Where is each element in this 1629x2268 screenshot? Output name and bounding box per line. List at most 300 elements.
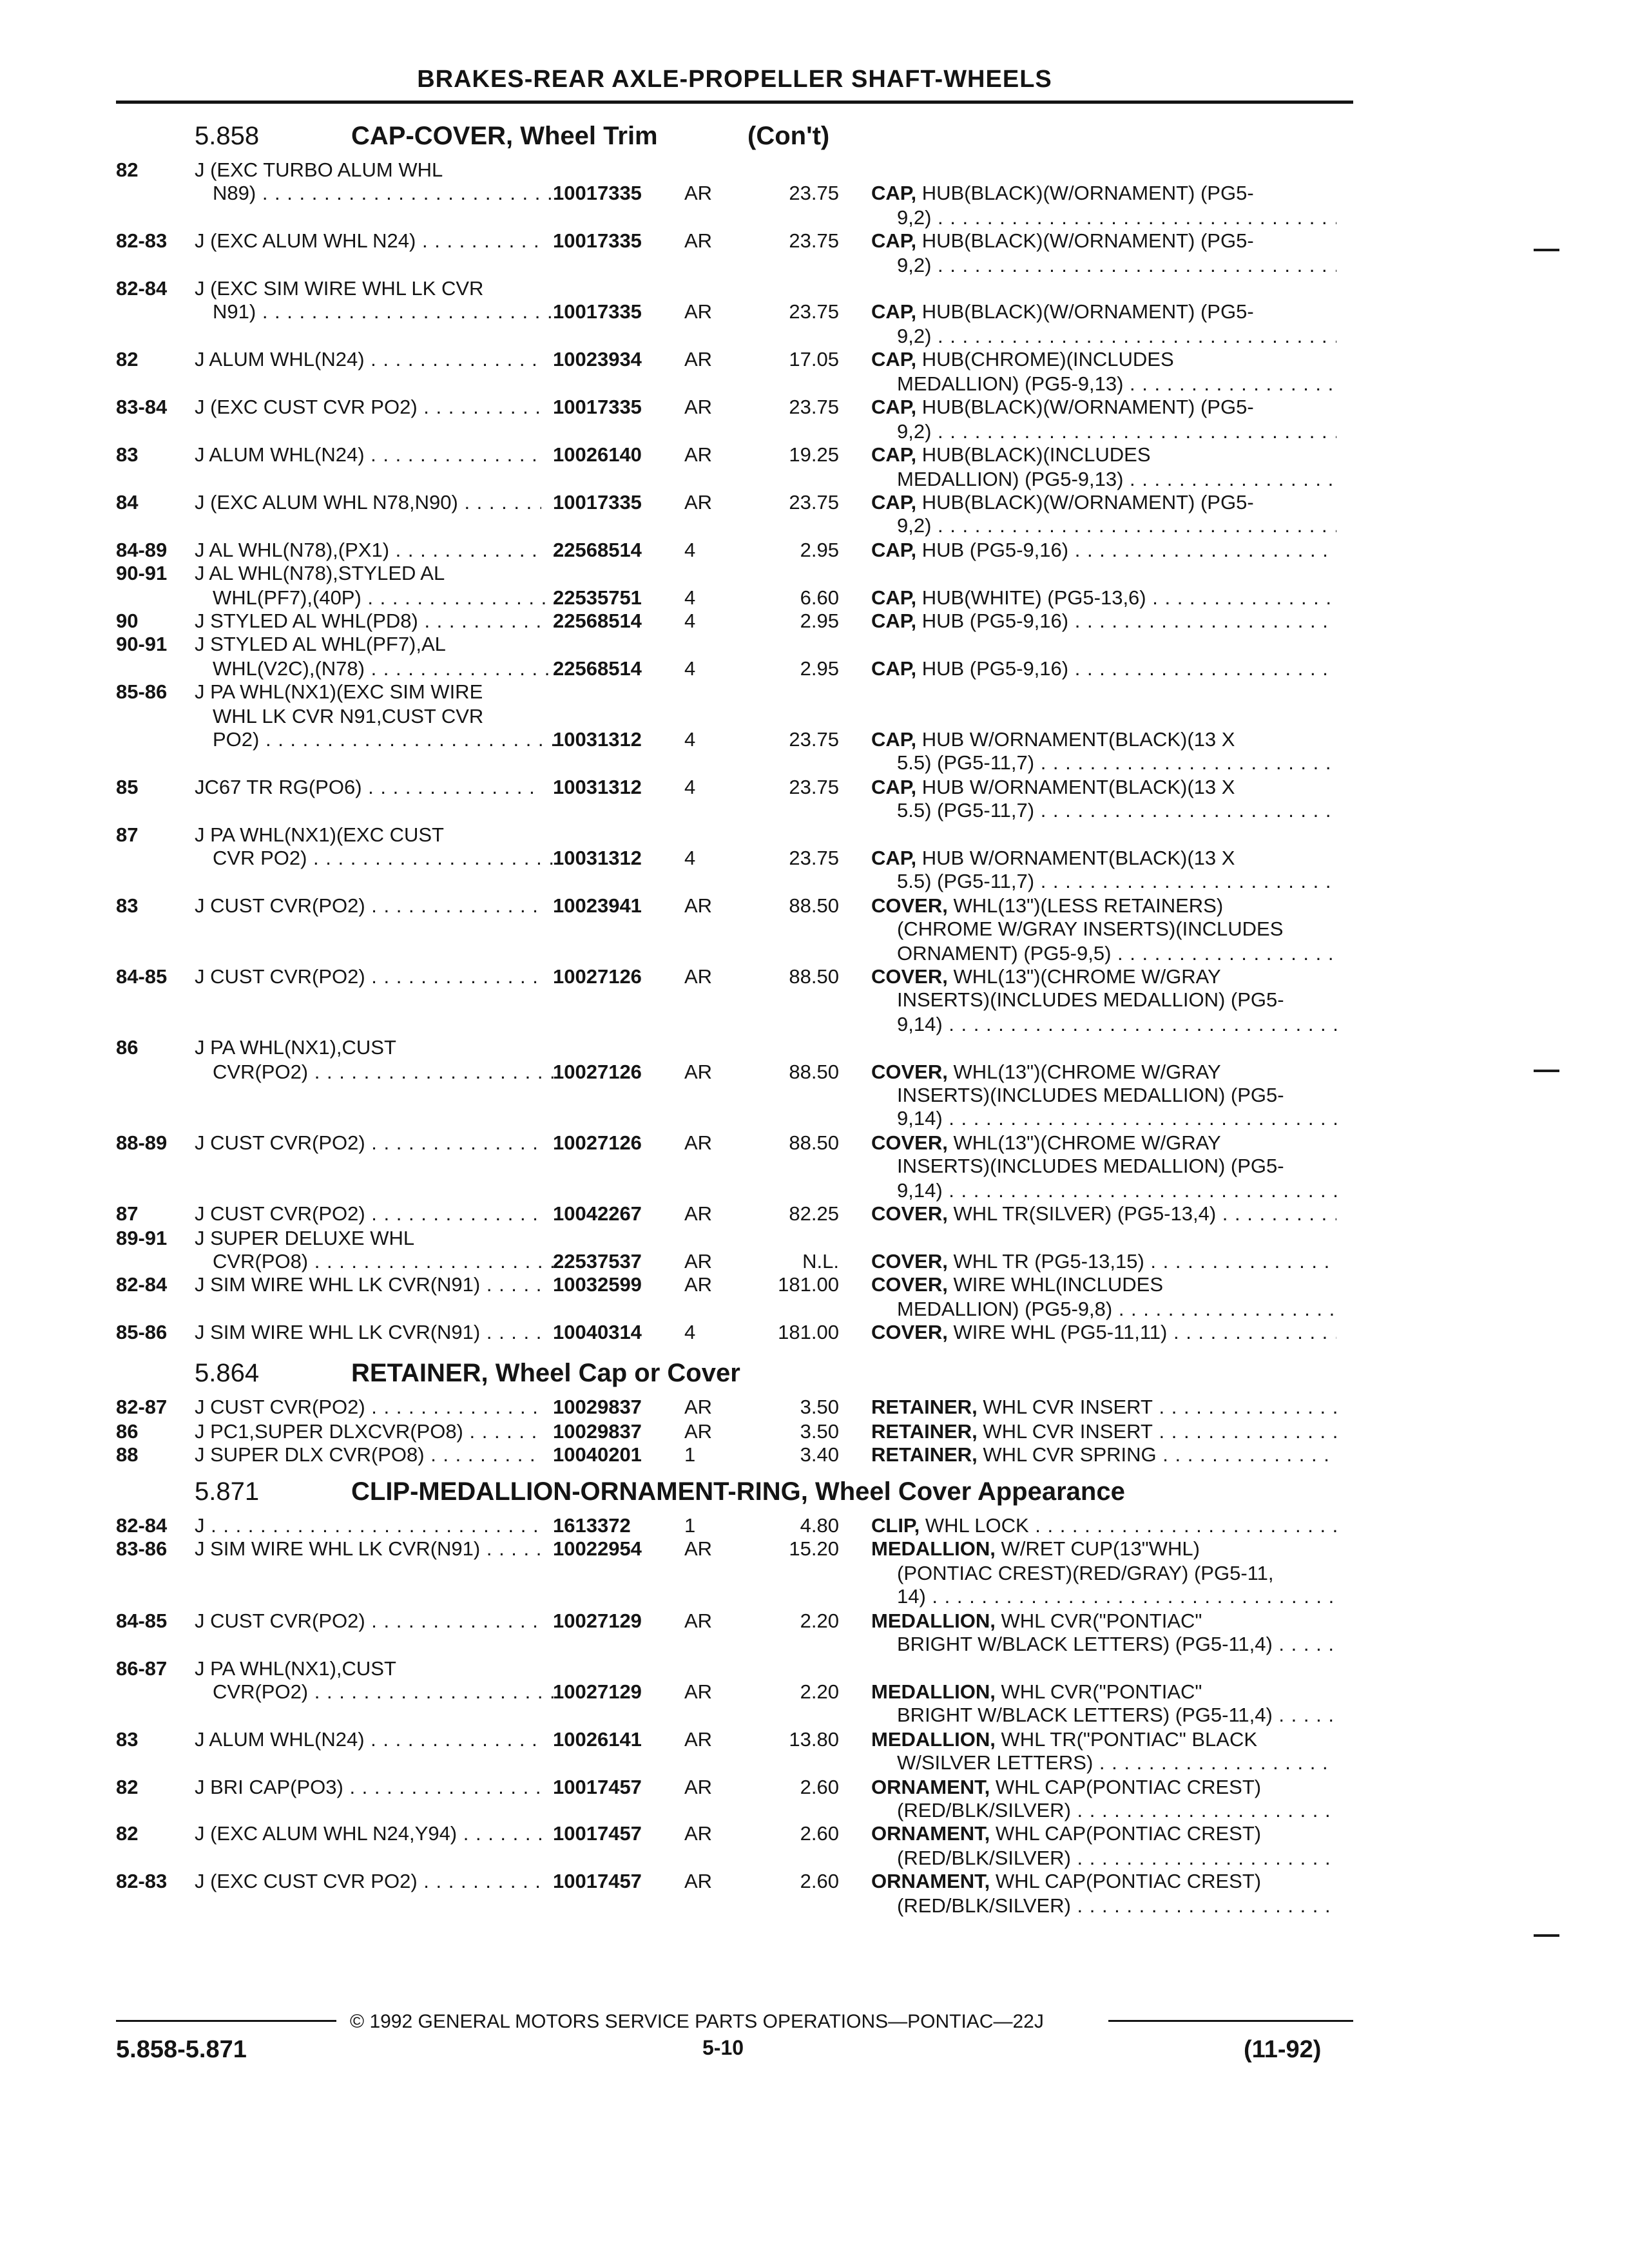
header-rule — [116, 101, 1353, 104]
price: 88.50 — [789, 965, 839, 988]
usage-text: J (EXC ALUM WHL N24,Y94) — [195, 1822, 458, 1845]
part-name-noun: ORNAMENT, — [871, 1822, 990, 1845]
model-year: 90-91 — [116, 633, 168, 655]
table-row — [0, 1131, 1629, 1155]
usage-description — [195, 633, 541, 656]
table-row — [0, 918, 1629, 941]
part-name-detail: WHL CAP(PONTIAC CREST) — [995, 1870, 1262, 1892]
quantity: AR — [684, 1420, 713, 1443]
part-name — [871, 1776, 1336, 1799]
usage-text: J (EXC SIM WIRE WHL LK CVR — [195, 277, 484, 300]
part-name — [897, 1179, 1336, 1202]
part-name-detail: WHL(13")(CHROME W/GRAY — [953, 1061, 1221, 1083]
quantity: AR — [684, 443, 713, 466]
usage-description — [195, 1227, 541, 1250]
table-row — [0, 1870, 1629, 1893]
part-name-detail: 9,2) — [897, 514, 932, 537]
quantity: 1 — [684, 1443, 696, 1466]
table-row — [0, 1776, 1629, 1799]
part-name-noun: CAP, — [871, 396, 917, 418]
table-row — [0, 847, 1629, 870]
usage-text: J (EXC ALUM WHL N24) — [195, 229, 416, 252]
table-row — [0, 1396, 1629, 1419]
table-row — [0, 277, 1629, 300]
price: 3.50 — [800, 1420, 839, 1443]
usage-text: J ALUM WHL(N24) — [195, 443, 365, 466]
part-number: 10017335 — [553, 300, 642, 323]
table-row — [0, 206, 1629, 229]
price: 23.75 — [789, 229, 839, 252]
usage-description — [195, 1396, 541, 1419]
usage-text: J SIM WIRE WHL LK CVR(N91) — [195, 1537, 481, 1560]
usage-text: J CUST CVR(PO2) — [195, 965, 365, 988]
model-year: 82-83 — [116, 229, 168, 252]
page-header-title: BRAKES-REAR AXLE-PROPELLER SHAFT-WHEELS — [417, 66, 1052, 93]
quantity: AR — [684, 1202, 713, 1225]
part-number: 1613372 — [553, 1514, 631, 1537]
part-name — [897, 1298, 1336, 1321]
part-name — [897, 1751, 1336, 1774]
table-row — [0, 1585, 1629, 1608]
quantity: AR — [684, 1680, 713, 1703]
usage-description — [213, 847, 559, 870]
part-name-detail: (CHROME W/GRAY INSERTS)(INCLUDES — [897, 918, 1284, 940]
part-name — [871, 610, 1336, 633]
part-name-detail: (RED/BLK/SILVER) — [897, 1799, 1071, 1821]
part-number: 10017335 — [553, 491, 642, 514]
part-name — [871, 1202, 1336, 1225]
model-year: 88-89 — [116, 1131, 168, 1154]
quantity: 4 — [684, 776, 696, 798]
usage-text: CVR(PO8) — [213, 1250, 309, 1273]
usage-text: WHL(V2C),(N78) — [213, 657, 365, 680]
part-name-noun: COVER, — [871, 1250, 948, 1273]
usage-description — [213, 300, 559, 323]
part-name — [871, 1822, 1336, 1845]
model-year: 83-84 — [116, 396, 168, 418]
part-name — [871, 539, 1336, 562]
part-name-noun: COVER, — [871, 965, 948, 988]
table-row — [0, 1680, 1629, 1704]
part-name — [897, 942, 1336, 965]
table-row — [0, 776, 1629, 799]
part-name — [871, 1680, 1336, 1704]
part-name-detail: 9,14) — [897, 1107, 943, 1129]
usage-description — [195, 443, 541, 466]
model-year: 87 — [116, 823, 139, 846]
part-name-detail: HUB (PG5-9,16) — [921, 610, 1069, 632]
quantity: AR — [684, 894, 713, 917]
table-row — [0, 680, 1629, 704]
part-number: 10017335 — [553, 229, 642, 252]
price: N.L. — [802, 1250, 839, 1273]
table-row — [0, 1298, 1629, 1321]
model-year: 87 — [116, 1202, 139, 1225]
part-name-detail: WHL CAP(PONTIAC CREST) — [995, 1822, 1262, 1845]
usage-description — [195, 1870, 541, 1893]
model-year: 90-91 — [116, 562, 168, 584]
usage-description — [213, 657, 559, 680]
usage-text: WHL LK CVR N91,CUST CVR — [213, 705, 484, 727]
usage-description — [195, 1822, 541, 1845]
part-number: 22568514 — [553, 539, 642, 561]
model-year: 84-89 — [116, 539, 168, 561]
part-name-detail: HUB(BLACK)(W/ORNAMENT) (PG5- — [921, 396, 1254, 418]
usage-description — [213, 586, 559, 610]
table-row — [0, 1273, 1629, 1296]
part-name-noun: RETAINER, — [871, 1443, 978, 1466]
table-row — [0, 1633, 1629, 1656]
table-row — [0, 182, 1629, 205]
usage-text: J CUST CVR(PO2) — [195, 1131, 365, 1154]
quantity: AR — [684, 1610, 713, 1632]
part-name — [871, 894, 1336, 918]
usage-description — [195, 1273, 541, 1296]
part-name — [897, 420, 1336, 443]
margin-tick — [1534, 249, 1559, 251]
footer-page-number: 5-10 — [702, 2036, 744, 2059]
model-year: 84-85 — [116, 965, 168, 988]
quantity: AR — [684, 348, 713, 370]
quantity: AR — [684, 1396, 713, 1418]
usage-text: J AL WHL(N78),STYLED AL — [195, 562, 445, 584]
model-year: 82-87 — [116, 1396, 168, 1418]
part-number: 10027129 — [553, 1610, 642, 1632]
price: 4.80 — [800, 1514, 839, 1537]
model-year: 82 — [116, 159, 139, 181]
part-name-noun: CAP, — [871, 847, 917, 869]
usage-text: J PC1,SUPER DLXCVR(PO8) — [195, 1420, 463, 1443]
usage-description — [195, 491, 541, 514]
usage-text: J CUST CVR(PO2) — [195, 894, 365, 917]
table-row — [0, 1704, 1629, 1727]
part-name-noun: CLIP, — [871, 1514, 920, 1537]
part-name-detail: WHL(13")(CHROME W/GRAY — [953, 1131, 1221, 1154]
part-name-noun: CAP, — [871, 657, 917, 680]
part-name-detail: WHL TR(SILVER) (PG5-13,4) — [953, 1202, 1217, 1225]
part-name-detail: WHL(13")(CHROME W/GRAY — [953, 965, 1221, 988]
part-name — [897, 1633, 1336, 1656]
part-name-noun: COVER, — [871, 1202, 948, 1225]
price: 2.20 — [800, 1680, 839, 1703]
quantity: AR — [684, 1822, 713, 1845]
part-name-noun: RETAINER, — [871, 1420, 978, 1443]
table-row — [0, 1202, 1629, 1225]
model-year: 85-86 — [116, 680, 168, 703]
part-number: 10022954 — [553, 1537, 642, 1560]
price: 13.80 — [789, 1728, 839, 1751]
part-name-detail: WHL TR (PG5-13,15) — [953, 1250, 1144, 1273]
table-row — [0, 894, 1629, 918]
usage-text: J ALUM WHL(N24) — [195, 1728, 365, 1751]
table-row — [0, 1036, 1629, 1059]
table-row — [0, 1562, 1629, 1585]
part-name-detail: HUB(BLACK)(W/ORNAMENT) (PG5- — [921, 229, 1254, 252]
table-row — [0, 705, 1629, 728]
table-row — [0, 751, 1629, 774]
part-name-detail: 5.5) (PG5-11,7) — [897, 799, 1035, 822]
usage-text: J (EXC ALUM WHL N78,N90) — [195, 491, 458, 514]
table-row — [0, 562, 1629, 585]
usage-text: CVR(PO2) — [213, 1680, 309, 1703]
usage-text: J (EXC CUST CVR PO2) — [195, 396, 418, 418]
table-row — [0, 1847, 1629, 1870]
usage-description — [195, 1036, 541, 1059]
part-name-detail: HUB (PG5-9,16) — [921, 539, 1069, 561]
usage-description — [213, 1061, 559, 1084]
part-name-noun: MEDALLION, — [871, 1680, 996, 1703]
part-name-noun: MEDALLION, — [871, 1537, 996, 1560]
part-name-noun: CAP, — [871, 348, 917, 370]
part-name-detail: WHL TR("PONTIAC" BLACK — [1001, 1728, 1258, 1751]
usage-description — [195, 894, 541, 918]
usage-description — [213, 728, 559, 751]
part-name — [897, 1107, 1336, 1130]
part-number: 10026140 — [553, 443, 642, 466]
price: 2.95 — [800, 539, 839, 561]
section-title: CAP-COVER, Wheel Trim — [351, 122, 658, 150]
part-number: 10040314 — [553, 1321, 642, 1343]
model-year: 82 — [116, 1822, 139, 1845]
usage-text: CVR(PO2) — [213, 1061, 309, 1083]
usage-description — [195, 776, 541, 799]
part-name-noun: ORNAMENT, — [871, 1870, 990, 1892]
model-year: 85 — [116, 776, 139, 798]
part-name-detail: WIRE WHL(INCLUDES — [953, 1273, 1163, 1296]
table-row — [0, 325, 1629, 348]
model-year: 82 — [116, 348, 139, 370]
part-number: 10017335 — [553, 182, 642, 204]
quantity: AR — [684, 182, 713, 204]
usage-description — [195, 1202, 541, 1225]
usage-text: J PA WHL(NX1),CUST — [195, 1036, 396, 1059]
part-name — [897, 988, 1336, 1012]
price: 88.50 — [789, 1131, 839, 1154]
usage-text: N89) — [213, 182, 256, 204]
model-year: 83 — [116, 894, 139, 917]
part-name-detail: BRIGHT W/BLACK LETTERS) (PG5-11,4) — [897, 1704, 1273, 1726]
part-name-detail: HUB(BLACK)(W/ORNAMENT) (PG5- — [921, 182, 1254, 204]
part-number: 10017457 — [553, 1776, 642, 1798]
usage-text: J CUST CVR(PO2) — [195, 1202, 365, 1225]
price: 2.95 — [800, 657, 839, 680]
model-year: 88 — [116, 1443, 139, 1466]
part-name — [871, 1250, 1336, 1273]
part-name-detail: HUB(BLACK)(INCLUDES — [921, 443, 1151, 466]
usage-text: J SIM WIRE WHL LK CVR(N91) — [195, 1321, 481, 1343]
usage-text: J CUST CVR(PO2) — [195, 1610, 365, 1632]
part-name-detail: HUB(CHROME)(INCLUDES — [921, 348, 1174, 370]
part-name-noun: CAP, — [871, 443, 917, 466]
quantity: AR — [684, 229, 713, 252]
usage-text: J (EXC TURBO ALUM WHL — [195, 159, 443, 181]
part-name-noun: RETAINER, — [871, 1396, 978, 1418]
model-year: 82-84 — [116, 277, 168, 300]
price: 23.75 — [789, 491, 839, 514]
model-year: 82-84 — [116, 1514, 168, 1537]
section-continued: (Con't) — [747, 122, 830, 150]
usage-description — [195, 396, 541, 419]
usage-description — [195, 229, 541, 253]
table-row — [0, 610, 1629, 633]
part-name-noun: CAP, — [871, 182, 917, 204]
part-name — [897, 799, 1336, 822]
part-name — [897, 870, 1336, 893]
quantity: 4 — [684, 728, 696, 751]
usage-description — [195, 610, 541, 633]
model-year: 89-91 — [116, 1227, 168, 1249]
part-name-detail: ORNAMENT) (PG5-9,5) — [897, 942, 1112, 965]
table-row — [0, 1537, 1629, 1561]
price: 15.20 — [789, 1537, 839, 1560]
quantity: 4 — [684, 539, 696, 561]
table-row — [0, 1179, 1629, 1202]
usage-text: JC67 TR RG(PO6) — [195, 776, 362, 798]
part-name — [897, 1799, 1336, 1822]
usage-description — [195, 965, 541, 988]
part-name — [897, 1847, 1336, 1870]
table-row — [0, 799, 1629, 822]
part-name — [897, 1562, 1336, 1585]
price: 2.60 — [800, 1776, 839, 1798]
usage-text: CVR PO2) — [213, 847, 307, 869]
part-number: 10031312 — [553, 776, 642, 798]
table-row — [0, 1250, 1629, 1273]
part-name — [871, 1273, 1336, 1296]
section-title: RETAINER, Wheel Cap or Cover — [351, 1359, 740, 1387]
part-name-detail: HUB W/ORNAMENT(BLACK)(13 X — [921, 847, 1235, 869]
part-name — [871, 300, 1336, 323]
part-name-detail: W/SILVER LETTERS) — [897, 1751, 1094, 1774]
usage-text: N91) — [213, 300, 256, 323]
table-row — [0, 254, 1629, 277]
model-year: 83-86 — [116, 1537, 168, 1560]
part-number: 10027126 — [553, 965, 642, 988]
quantity: AR — [684, 491, 713, 514]
usage-text: PO2) — [213, 728, 260, 751]
part-name — [871, 1131, 1336, 1155]
quantity: 4 — [684, 847, 696, 869]
price: 88.50 — [789, 1061, 839, 1083]
part-name — [871, 1514, 1336, 1537]
part-name-detail: W/RET CUP(13"WHL) — [1001, 1537, 1200, 1560]
table-row — [0, 1799, 1629, 1822]
price: 2.60 — [800, 1822, 839, 1845]
usage-description — [195, 1131, 541, 1155]
quantity: AR — [684, 1776, 713, 1798]
price: 181.00 — [778, 1321, 839, 1343]
part-name-detail: 9,2) — [897, 420, 932, 443]
part-name-detail: HUB W/ORNAMENT(BLACK)(13 X — [921, 776, 1235, 798]
price: 3.40 — [800, 1443, 839, 1466]
part-name-detail: WHL CVR SPRING — [983, 1443, 1157, 1466]
usage-description — [195, 1657, 541, 1680]
table-row — [0, 1751, 1629, 1774]
table-row — [0, 657, 1629, 680]
part-number: 10017457 — [553, 1870, 642, 1892]
table-row — [0, 1894, 1629, 1917]
table-row — [0, 633, 1629, 656]
part-name — [871, 657, 1336, 680]
section-number: 5.858 — [195, 122, 260, 150]
footer-rule-right — [1108, 2020, 1353, 2022]
usage-description — [195, 1610, 541, 1633]
quantity: AR — [684, 1273, 713, 1296]
part-number: 10031312 — [553, 728, 642, 751]
usage-text: J PA WHL(NX1)(EXC CUST — [195, 823, 444, 846]
model-year: 82-84 — [116, 1273, 168, 1296]
part-name-detail: HUB W/ORNAMENT(BLACK)(13 X — [921, 728, 1235, 751]
part-name-detail: WHL CAP(PONTIAC CREST) — [995, 1776, 1262, 1798]
model-year: 82 — [116, 1776, 139, 1798]
part-name — [871, 1443, 1336, 1466]
part-name-detail: MEDALLION) (PG5-9,8) — [897, 1298, 1113, 1320]
usage-description — [195, 277, 541, 300]
quantity: 4 — [684, 657, 696, 680]
table-row — [0, 1514, 1629, 1537]
usage-description — [195, 1514, 541, 1537]
table-row — [0, 443, 1629, 466]
usage-description — [195, 1776, 541, 1799]
part-name — [871, 728, 1336, 751]
table-row — [0, 229, 1629, 253]
usage-text: J STYLED AL WHL(PD8) — [195, 610, 418, 632]
quantity: 1 — [684, 1514, 696, 1537]
part-name-noun: CAP, — [871, 776, 917, 798]
part-number: 10029837 — [553, 1420, 642, 1443]
quantity: AR — [684, 1870, 713, 1892]
price: 17.05 — [789, 348, 839, 370]
part-name-detail: INSERTS)(INCLUDES MEDALLION) (PG5- — [897, 988, 1284, 1011]
usage-description — [213, 705, 559, 728]
table-row — [0, 1822, 1629, 1845]
part-name-detail: (RED/BLK/SILVER) — [897, 1847, 1071, 1869]
table-row — [0, 870, 1629, 893]
part-number: 22568514 — [553, 657, 642, 680]
price: 2.20 — [800, 1610, 839, 1632]
model-year: 86 — [116, 1420, 139, 1443]
usage-description — [195, 539, 541, 562]
usage-text: J BRI CAP(PO3) — [195, 1776, 343, 1798]
quantity: AR — [684, 1537, 713, 1560]
price: 181.00 — [778, 1273, 839, 1296]
table-row — [0, 1728, 1629, 1751]
quantity: AR — [684, 965, 713, 988]
usage-text: J AL WHL(N78),(PX1) — [195, 539, 390, 561]
part-name — [897, 918, 1336, 941]
table-row — [0, 300, 1629, 323]
part-name-detail: (PONTIAC CREST)(RED/GRAY) (PG5-11, — [897, 1562, 1274, 1584]
part-name — [897, 1704, 1336, 1727]
price: 23.75 — [789, 300, 839, 323]
part-number: 10023934 — [553, 348, 642, 370]
part-name — [897, 1894, 1336, 1917]
usage-text: J ALUM WHL(N24) — [195, 348, 365, 370]
part-name — [871, 1537, 1336, 1561]
part-name — [871, 1321, 1336, 1344]
table-row — [0, 988, 1629, 1012]
table-row — [0, 539, 1629, 562]
part-name-detail: INSERTS)(INCLUDES MEDALLION) (PG5- — [897, 1155, 1284, 1177]
model-year: 86 — [116, 1036, 139, 1059]
price: 19.25 — [789, 443, 839, 466]
part-name-detail: WHL CVR INSERT — [983, 1420, 1153, 1443]
part-name-detail: HUB (PG5-9,16) — [921, 657, 1069, 680]
part-name-detail: WHL LOCK — [925, 1514, 1029, 1537]
table-row — [0, 823, 1629, 847]
table-row — [0, 1155, 1629, 1178]
table-row — [0, 965, 1629, 988]
